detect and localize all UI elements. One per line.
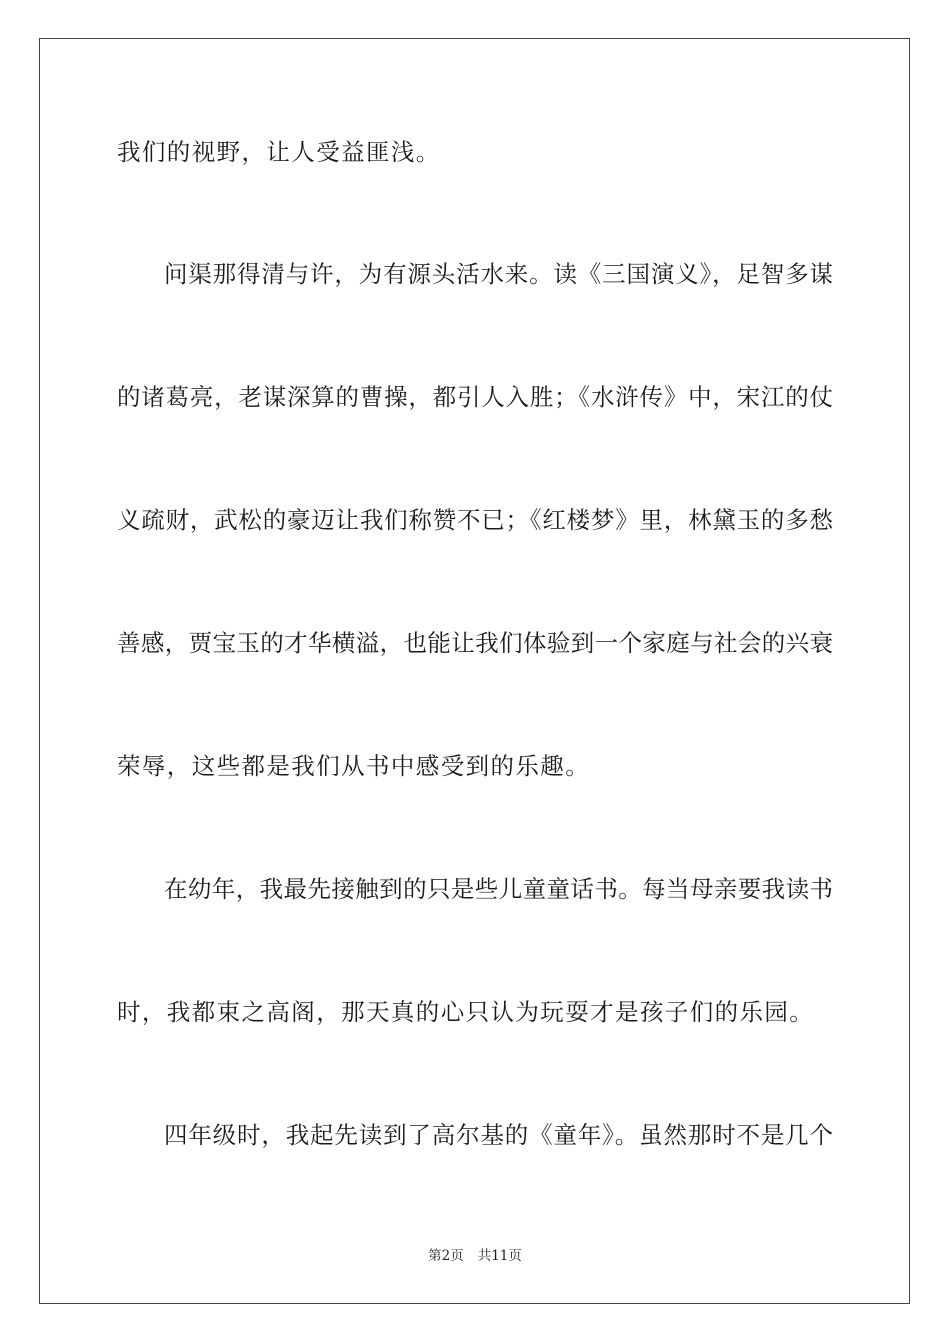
text-line: 义疏财，武松的豪迈让我们称赞不已；《红楼梦》里，林黛玉的多愁 — [117, 506, 833, 534]
text-line: 善感，贾宝玉的才华横溢，也能让我们体验到一个家庭与社会的兴衰 — [117, 629, 833, 657]
page-total: 共11页 — [477, 1248, 522, 1264]
paragraph-first-line: 问渠那得清与许，为有源头活水来。读《三国演义》，足智多谋 — [164, 260, 833, 288]
paragraph-first-line: 四年级时，我起先读到了高尔基的《童年》。虽然那时不是几个 — [164, 1121, 833, 1149]
text-line: 荣辱，这些都是我们从书中感受到的乐趣。 — [117, 752, 591, 780]
page-footer — [0, 1247, 950, 1265]
text-line: 时，我都束之高阁，那天真的心只认为玩耍才是孩子们的乐园。 — [117, 998, 815, 1026]
page-number: 第2页 — [428, 1248, 464, 1264]
text-line: 的诸葛亮，老谋深算的曹操，都引人入胜；《水浒传》中，宋江的仗 — [117, 383, 833, 411]
page-border — [39, 38, 910, 1304]
paragraph-first-line: 在幼年，我最先接触到的只是些儿童童话书。每当母亲要我读书 — [164, 875, 833, 903]
text-line: 我们的视野，让人受益匪浅。 — [117, 138, 441, 166]
